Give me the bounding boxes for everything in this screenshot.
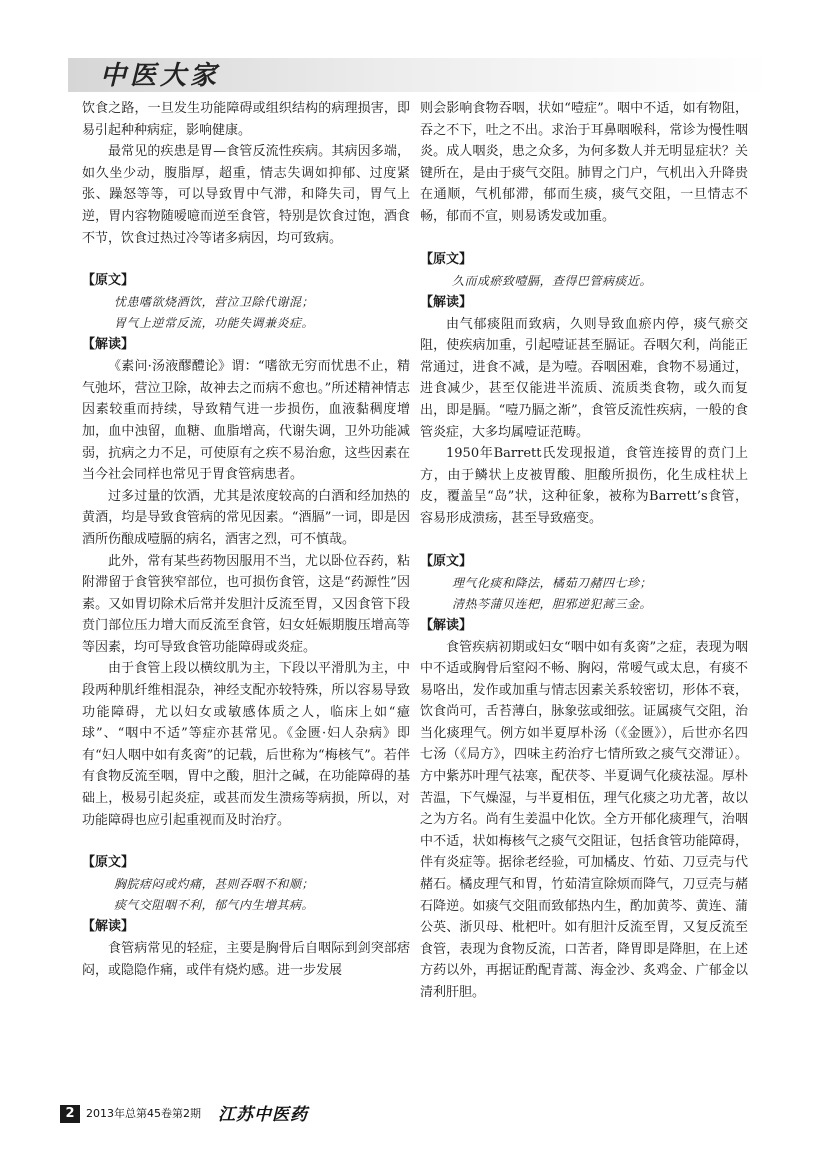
body-paragraph: 过多过量的饮酒，尤其是浓度较高的白酒和经加热的黄酒，均是导致食管病的常见因素。“酒膈”一词，即是因酒所伤酿成噎膈的病名，酒害之烈，可不慎哉。 (82, 488, 410, 547)
body-paragraph: 1950年Barrett氏发现报道，食管连接胃的贲门上方，由于鳞状上皮被胃酸、胆酸所损伤，化生成柱状上皮，覆盖呈“岛”状，这种征象，被称为Barrett’s食管，容易形成溃疡，甚至导致癌变。 (420, 446, 748, 526)
body-paragraph: 由气郁痰阻而致病，久则导致血瘀内停，痰气瘀交阻，使疾病加重，引起噎证甚至膈证。吞咽欠利，尚能正常通过，进食不减，是为噎。吞咽困难，食物不易通过，进食减少，甚至仅能进半流质、流质类食物，或久而复出，即是膈。“噎乃膈之渐”，食管反流性疾病，一般的食管炎症，大多均属噎证范畴。 (420, 316, 748, 440)
section-label: 【原文】 (420, 553, 473, 569)
journal-name: 江苏中医药 (218, 1105, 308, 1125)
body-paragraph: 则会影响食物吞咽，状如“噎症”。咽中不适，如有物阻，吞之不下，吐之不出。求治于耳鼻咽喉科，常诊为慢性咽炎。成人咽炎，患之众多，为何多数人并无明显症状？关键所在，是由于痰气交阻。肺胃之门户，气机出入升降贵在通顺，气机郁滞，郁而生痰，痰气交阻，一旦情志不畅，郁而不宣，则易诱发或加重。 (420, 101, 748, 224)
section-gap (420, 530, 748, 551)
section-label: 【原文】 (82, 273, 135, 289)
verse-line: 理气化痰和降法，橘茹刀赭四七珍； (452, 575, 653, 590)
section-label: 【原文】 (420, 251, 473, 267)
body-paragraph: 饮食之路，一旦发生功能障碍或组织结构的病理损害，即易引起种种病症，影响健康。 (82, 101, 410, 138)
verse-line: 胸脘痞闷或灼痛，甚则吞咽不和顺； (114, 877, 315, 892)
verse-line: 忧患嗜欲烧酒饮，营泣卫除代谢混； (114, 295, 315, 310)
body-paragraph: 由于食管上段以横纹肌为主，下段以平滑肌为主，中段两种肌纤维相混杂，神经支配亦较特殊，所以容易导致功能障碍，尤以妇女或敏感体质之人，临床上如“癔球”、“咽中不适”等症亦甚常见。《金匮·妇人杂病》即有“妇人咽中如有炙脔”的记载，后世称为“梅核气”。若伴有食物反流至咽，胃中之酸，胆汁之碱，在功能障碍的基础上，极易引起炎症，或甚而发生溃疡等病损，所以，对功能障碍也应引起重视而及时治疗。 (82, 661, 410, 828)
section-gap (82, 831, 410, 852)
verse-line: 痰气交阻咽不利，郁气内生增其病。 (114, 898, 315, 913)
section-label: 【原文】 (82, 855, 135, 871)
section-gap (82, 249, 410, 270)
section-gap (420, 228, 748, 249)
section-title: 中医大家 (100, 61, 221, 91)
section-label: 【解读】 (420, 294, 473, 310)
body-paragraph: 食管病常见的轻症，主要是胸骨后自咽际到剑突部痞闷，或隐隐作痛，或伴有烧灼感。进一步发展 (82, 941, 410, 978)
body-paragraph: 食管疾病初期或妇女“咽中如有炙脔”之症，表现为咽中不适或胸骨后窒闷不畅、胸闷，常嗳气或太息，有痰不易咯出，发作或加重与情志因素关系较密切，形体不衰，饮食尚可，舌苔薄白，脉象弦或细弦。证属痰气交阻，治当化痰理气。例方如半夏厚朴汤（《金匮》），后世亦名四七汤（《局方》，四味主药治疗七情所致之痰气交滞证）。方中紫苏叶理气祛寒，配茯苓、半夏调气化痰祛湿。厚朴苦温，下气燥湿，与半夏相伍，理气化痰之功尤著，故以之为方名。尚有生姜温中化饮。全方开郁化痰理气，治咽中不适，状如梅核气之痰气交阻证，包括食管功能障碍，伴有炎症等。据徐老经验，可加橘皮、竹茹、刀豆壳与代赭石。橘皮理气和胃，竹茹清宣除烦而降气，刀豆壳与赭石降逆。如痰气交阻而致郁热内生，酌加黄芩、黄连、蒲公英、浙贝母、枇杷叶。如有胆汁反流至胃，又复反流至食管，表现为食物反流，口苦者，降胃即是降胆，在上述方药以外，再据证酌配青蒿、海金沙、炙鸡金、广郁金以清利肝胆。 (420, 639, 748, 1000)
right-column (420, 98, 748, 1004)
verse-line: 清热芩蒲贝连杷，胆邪逆犯蒿三金。 (452, 596, 653, 611)
section-label: 【解读】 (82, 337, 135, 353)
issue-info: 2013年总第45卷第2期 (86, 1107, 201, 1120)
verse-line: 胃气上逆常反流，功能失调兼炎症。 (114, 316, 315, 331)
section-label: 【解读】 (82, 919, 135, 935)
section-label: 【解读】 (420, 617, 473, 633)
body-paragraph: 此外，常有某些药物因服用不当，尤以卧位吞药，粘附滞留于食管狭窄部位，也可损伤食管，这是“药源性”因素。又如胃切除术后常并发胆汁反流至胃，又因食管下段贲门部位压力增大而反流至食管，妇女妊娠期腹压增高等等因素，均可导致食管功能障碍或炎症。 (82, 553, 410, 655)
body-paragraph: 最常见的疾患是胃—食管反流性疾病。其病因多端，如久坐少动，腹脂厚，超重，情志失调如抑郁、过度紧张、躁怒等等，可以导致胃中气滞，和降失司，胃气上逆，胃内容物随嗳噫而逆至食管，特别是饮食过饱，酒食不节，饮食过热过冷等诸多病因，均可致病。 (82, 144, 410, 246)
left-column (82, 98, 410, 981)
body-paragraph: 《素问·汤液醪醴论》谓：“嗜欲无穷而忧患不止，精气弛坏，营泣卫除，故神去之而病不愈也。”所述精神情志因素较重而持续，导致精气进一步损伤，血液黏稠度增加，血中浊留，血糖、血脂增高，代谢失调，卫外功能减弱，抗病之力不足，可使原有之疾不易治愈，这些因素在当今社会同样也常见于胃食管病患者。 (82, 359, 410, 483)
page-number: 2 (60, 1105, 80, 1123)
verse-line: 久而成瘀致噎膈，查得巴管病痰近。 (452, 273, 653, 288)
